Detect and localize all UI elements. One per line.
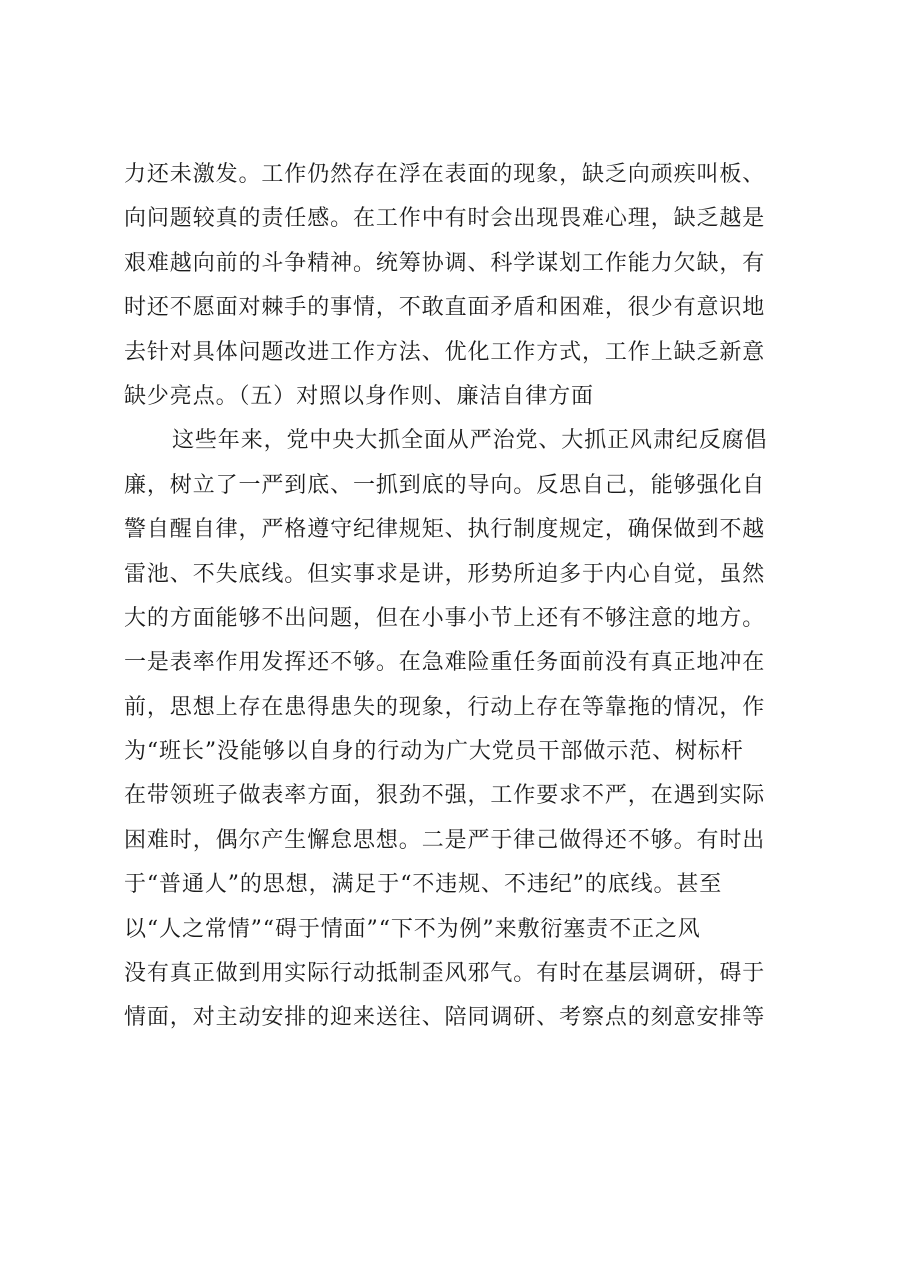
text-line: 没有真正做到用实际行动抵制歪风邪气。有时在基层调研，碍于 bbox=[124, 961, 766, 987]
text-line: 去针对具体问题改进工作方法、优化工作方式，工作上缺乏新意 bbox=[124, 339, 766, 365]
text-line: 在带领班子做表率方面，狠劲不强，工作要求不严，在遇到实际 bbox=[124, 783, 766, 809]
section-heading-line: 缺少亮点。（五）对照以身作则、廉洁自律方面 bbox=[124, 383, 594, 409]
text-line: 为“班长”没能够以自身的行动为广大党员干部做示范、树标杆 bbox=[124, 739, 744, 765]
text-line: 情面，对主动安排的迎来送往、陪同调研、考察点的刻意安排等 bbox=[124, 1005, 766, 1031]
text-line: 时还不愿面对棘手的事情，不敢直面矛盾和困难，很少有意识地 bbox=[124, 295, 766, 321]
text-line: 雷池、不失底线。但实事求是讲，形势所迫多于内心自觉，虽然 bbox=[124, 561, 766, 587]
document-body bbox=[124, 153, 814, 1041]
text-line: 一是表率作用发挥还不够。在急难险重任务面前没有真正地冲在 bbox=[124, 650, 766, 676]
text-line: 于“普通人”的思想，满足于“不违规、不违纪”的底线。甚至 bbox=[124, 872, 723, 898]
paragraph-start-line: 这些年来，党中央大抓全面从严治党、大抓正风肃纪反腐倡 bbox=[172, 428, 768, 454]
text-line: 廉，树立了一严到底、一抓到底的导向。反思自己，能够强化自 bbox=[124, 472, 766, 498]
text-line: 困难时，偶尔产生懈怠思想。二是严于律己做得还不够。有时出 bbox=[124, 827, 766, 853]
text-line: 艰难越向前的斗争精神。统筹协调、科学谋划工作能力欠缺，有 bbox=[124, 250, 766, 276]
text-line: 大的方面能够不出问题，但在小事小节上还有不够注意的地方。 bbox=[124, 605, 766, 631]
text-line: 向问题较真的责任感。在工作中有时会出现畏难心理，缺乏越是 bbox=[124, 206, 766, 232]
text-line: 以“人之常情”“碍于情面”“下不为例”来敷衍塞责不正之风 bbox=[124, 916, 701, 942]
text-line: 警自醒自律，严格遵守纪律规矩、执行制度规定，确保做到不越 bbox=[124, 517, 766, 543]
text-line: 力还未激发。工作仍然存在浮在表面的现象，缺乏向顽疾叫板、 bbox=[124, 162, 766, 187]
text-line: 前，思想上存在患得患失的现象，行动上存在等靠拖的情况，作 bbox=[124, 694, 766, 720]
